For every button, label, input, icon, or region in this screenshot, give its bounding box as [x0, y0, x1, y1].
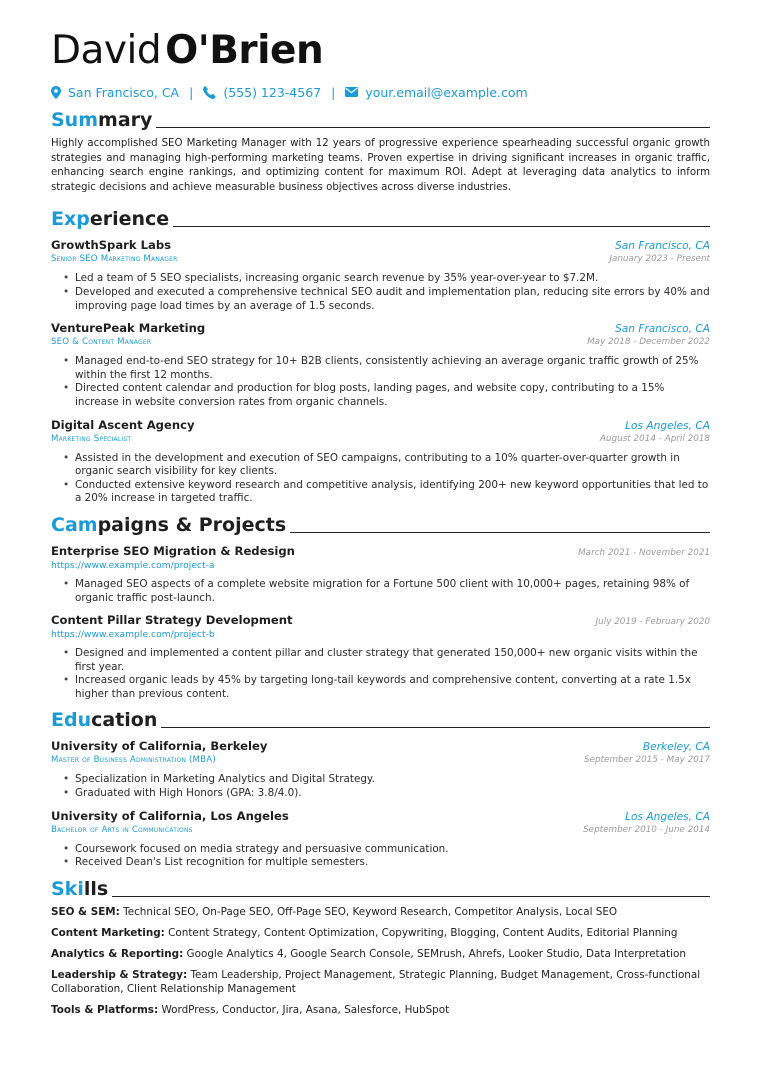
bullet-list — [63, 452, 710, 506]
bullet-list — [63, 578, 710, 605]
bullet-item: • Conducted extensive keyword research and competitive analysis, identifying 200+ new keyword opportunities that led to a 20% increase in targeted traffic. — [63, 479, 710, 506]
entry-location: Los Angeles, CA — [625, 810, 710, 823]
entry-dates: July 2019 - February 2020 — [595, 617, 710, 628]
entry-dates: September 2010 - June 2014 — [583, 824, 710, 835]
map-pin-icon — [51, 86, 61, 99]
company-name: Digital Ascent Agency — [51, 417, 195, 432]
section-title: Summary — [51, 109, 153, 131]
entry-dates: September 2015 - May 2017 — [584, 755, 710, 766]
bullet-list — [63, 355, 710, 409]
location-text: San Francisco, CA — [68, 84, 180, 100]
project-link[interactable]: https://www.example.com/project-a — [51, 559, 215, 571]
bullet-item: • Specialization in Marketing Analytics and Digital Strategy. — [63, 773, 710, 787]
entry-dates: August 2014 - April 2018 — [599, 433, 710, 444]
degree-name: Bachelor of Arts in Communications — [51, 824, 193, 835]
bullet-list — [63, 773, 710, 800]
section-summary-heading — [51, 107, 710, 131]
bullet-list — [63, 843, 710, 870]
entry-location: San Francisco, CA — [615, 240, 710, 253]
summary-text: Highly accomplished SEO Marketing Manager with 12 years of progressive experience spearheading successful organic growth strategies and managing high-performing marketing teams. Proven expertise in driving significant increases in organic traffic, enhancing search engine rankings, and optimizing content for maximum ROI. Adept at leveraging data analytics to inform strategic decisions and achieve measurable business objectives across diverse industries. — [51, 138, 710, 193]
section-education-heading — [51, 707, 710, 731]
skill-line — [51, 906, 710, 920]
entry-location: Berkeley, CA — [642, 741, 710, 754]
envelope-icon — [345, 87, 358, 97]
skill-line — [51, 1004, 710, 1018]
job-title: SEO & Content Manager — [51, 337, 152, 348]
candidate-name — [51, 28, 710, 74]
phone-icon — [203, 86, 216, 99]
contact-phone[interactable] — [203, 85, 321, 100]
bullet-item: • Received Dean's List recognition for multiple semesters. — [63, 856, 710, 870]
section-skills-heading — [51, 876, 710, 900]
entry-location: San Francisco, CA — [615, 323, 710, 336]
skill-category: Analytics & Reporting: — [51, 948, 184, 961]
bullet-item: • Coursework focused on media strategy and persuasive communication. — [63, 843, 710, 857]
bullet-item: • Assisted in the development and execution of SEO campaigns, contributing to a 10% quarter-over-quarter growth in organic search visibility for key clients. — [63, 452, 710, 479]
email-link: your.email@example.com — [365, 84, 528, 100]
contact-location — [51, 85, 179, 100]
skill-line — [51, 969, 710, 996]
bullet-list — [63, 272, 710, 313]
job-title: Senior SEO Marketing Manager — [51, 254, 178, 265]
contact-email[interactable] — [345, 85, 527, 100]
project-entry — [51, 613, 710, 701]
phone-text: (555) 123-4567 — [223, 84, 322, 100]
bullet-list — [63, 647, 710, 701]
company-name: GrowthSpark Labs — [51, 238, 172, 253]
skill-category: Leadership & Strategy: — [51, 969, 188, 982]
experience-entry — [51, 321, 710, 409]
entry-location: Los Angeles, CA — [625, 419, 710, 432]
bullet-item: • Directed content calendar and production for blog posts, landing pages, and website copy, contributing to a 15% increase in website conversion rates from organic channels. — [63, 382, 710, 409]
education-entry — [51, 809, 710, 870]
skill-category: SEO & SEM: — [51, 905, 120, 918]
job-title: Marketing Specialist — [51, 433, 132, 444]
first-name: David — [51, 28, 162, 73]
contact-line — [51, 83, 710, 101]
school-name: University of California, Berkeley — [51, 739, 268, 754]
resume-page — [51, 28, 710, 1025]
bullet-item: • Managed SEO aspects of a complete website migration for a Fortune 500 client with 10,000+ pages, retaining 98% of organic traffic post-launch. — [63, 578, 710, 605]
entry-dates: January 2023 - Present — [609, 254, 710, 265]
bullet-item: • Developed and executed a comprehensive technical SEO audit and implementation plan, reducing site errors by 40% and improving page load times by an average of 1.5 seconds. — [63, 286, 710, 313]
education-entry — [51, 739, 710, 800]
skill-line — [51, 948, 710, 962]
section-rule — [156, 127, 710, 128]
bullet-item: • Managed end-to-end SEO strategy for 10+ B2B clients, consistently achieving an average organic traffic growth of 25% within the first 12 months. — [63, 355, 710, 382]
section-title: Campaigns & Projects — [51, 513, 287, 536]
contact-separator: | — [189, 84, 194, 100]
section-title: Education — [51, 709, 158, 732]
project-entry — [51, 544, 710, 605]
skill-values: Team Leadership, Project Management, Strategic Planning, Budget Management, Cross-functional Collaboration, Client Relationship Management — [51, 969, 701, 995]
experience-entry — [51, 238, 710, 313]
skill-values: Technical SEO, On-Page SEO, Off-Page SEO, Keyword Research, Competitor Analysis, Local SEO — [123, 905, 618, 918]
section-rule — [290, 532, 710, 533]
skill-category: Tools & Platforms: — [51, 1004, 159, 1017]
section-experience-heading — [51, 206, 710, 230]
section-title: Skills — [51, 877, 109, 900]
project-title: Enterprise SEO Migration & Redesign — [51, 543, 295, 558]
section-rule — [173, 226, 710, 227]
skill-line — [51, 927, 710, 941]
experience-entry — [51, 418, 710, 506]
section-rule — [161, 727, 710, 728]
degree-name: Master of Business Administration (MBA) — [51, 755, 216, 766]
school-name: University of California, Los Angeles — [51, 808, 289, 823]
company-name: VenturePeak Marketing — [51, 321, 206, 336]
contact-separator: | — [331, 84, 336, 100]
skill-values: WordPress, Conductor, Jira, Asana, Salesforce, HubSpot — [161, 1004, 450, 1017]
bullet-item: • Increased organic leads by 45% by targeting long-tail keywords and comprehensive content, converting at a rate 1.5x higher than previous content. — [63, 674, 710, 701]
section-rule — [112, 896, 710, 897]
entry-dates: March 2021 - November 2021 — [578, 547, 710, 558]
skill-values: Google Analytics 4, Google Search Console, SEMrush, Ahrefs, Looker Studio, Data Interpretation — [186, 948, 686, 961]
skill-category: Content Marketing: — [51, 927, 165, 940]
bullet-item: • Led a team of 5 SEO specialists, increasing organic search revenue by 35% year-over-year to $7.2M. — [63, 272, 710, 286]
skills-list — [51, 906, 710, 1018]
project-link[interactable]: https://www.example.com/project-b — [51, 629, 215, 641]
skill-values: Content Strategy, Content Optimization, Copywriting, Blogging, Content Audits, Editorial Planning — [168, 927, 678, 940]
entry-dates: May 2018 - December 2022 — [587, 337, 710, 348]
project-title: Content Pillar Strategy Development — [51, 613, 293, 628]
bullet-item: • Graduated with High Honors (GPA: 3.8/4.0). — [63, 787, 710, 801]
section-projects-heading — [51, 512, 710, 536]
bullet-item: • Designed and implemented a content pillar and cluster strategy that generated 150,000+ new organic visits within the first year. — [63, 647, 710, 674]
last-name: O'Brien — [165, 28, 324, 73]
section-title: Experience — [51, 208, 170, 231]
